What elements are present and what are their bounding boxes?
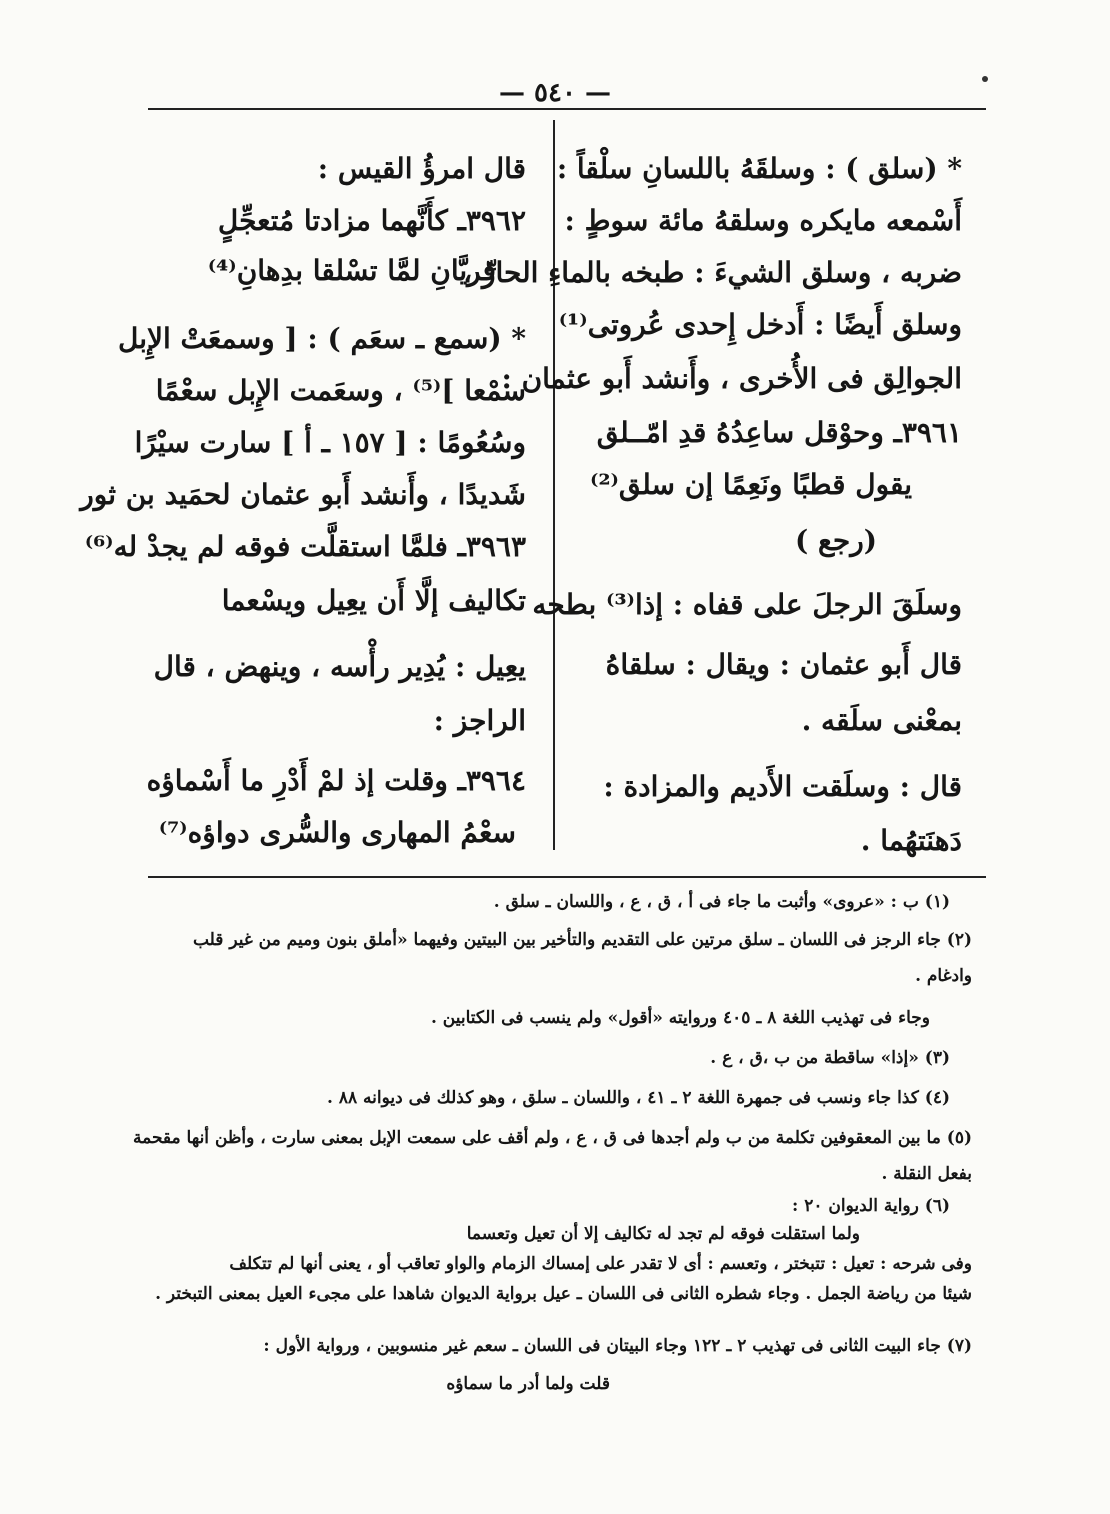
right-line: وسلق أَيضًا : أَدخل إِحدى عُروتى⁽¹⁾ (558, 308, 962, 341)
footnote-7-verse: قلت ولما أدر ما سماؤه (446, 1374, 610, 1394)
right-line: قال : وسلَقت الأَديم والمزادة : (603, 770, 962, 803)
right-line: أَسْمعه مايكره وسلقهُ مائة سوطٍ : (564, 204, 962, 237)
footnote-rule (148, 876, 986, 878)
verse-3962-second: فريَّانِ لمَّا تسْلقا بدِهانِ⁽⁴⁾ (207, 254, 496, 287)
right-line: الجوالِق فى الأُخرى ، وأَنشد أَبو عثمان : (501, 362, 962, 395)
footnote-6-cont: شيئا من رياضة الجمل . وجاء شطره الثانى فى اللسان ـ عيل برواية الديوان شاهدا على مجىء العيل بمعنى التبختر . (155, 1284, 972, 1304)
footnotes (133, 892, 972, 1312)
verse-3963: ٣٩٦٣ـ فلمَّا استقلَّت فوقه لم يجدْ له⁽⁶⁾ (84, 530, 526, 563)
footnotes-tail (150, 1336, 972, 1416)
right-line: * (سلق ) : وسلقَهُ باللسانِ سلْقاً : (556, 152, 962, 185)
verse-3963-second: تكاليف إلَّا أَن يعِيل ويسْعما (221, 584, 526, 617)
footnote-5-cont: بفعل النقلة . (881, 1164, 972, 1184)
footnote-3: (٣) «إذا» ساقطة من ب ،ق ، ع . (710, 1048, 950, 1068)
left-line: قال امرؤُ القيس : (317, 152, 526, 185)
footnote-6: (٦) رواية الديوان ٢٠ : (792, 1196, 950, 1216)
footnote-2-cont: وجاء فى تهذيب اللغة ٨ ـ ٤٠٥ وروايته «أقول» ولم ينسب فى الكتابين . (430, 1008, 930, 1028)
left-column (80, 152, 526, 852)
right-line: وسلَقَ الرجلَ على قفاه : إذا⁽³⁾ بطحه (532, 588, 962, 621)
footnote-7: (٧) جاء البيت الثانى فى تهذيب ٢ ـ ١٢٢ وجاء البيتان فى اللسان ـ سعم غير منسوبين ، ورواية الأول : (263, 1336, 972, 1356)
footnote-6-verse: ولما استقلت فوقه لم تجد له تكاليف إلا أن تعيل وتعسما (466, 1224, 860, 1244)
page-number: — ٥٤٠ — (498, 78, 612, 108)
verse-3964: ٣٩٦٤ـ وقلت إذ لمْ أَدْرِ ما أَسْماؤه (146, 764, 526, 797)
right-line: دَهنَتهُما . (860, 824, 962, 857)
column-divider (553, 120, 555, 850)
verse-3964-second: سعْمُ المهارى والسُّرى دواؤه⁽⁷⁾ (158, 816, 516, 849)
right-line: قال أَبو عثمان : ويقال : سلقاهُ (605, 648, 962, 681)
entry-sam-saam: * (سمع ـ سعَم ) : [ وسمعَتْ الإِبل (118, 322, 526, 355)
footnote-2: (٢) جاء الرجز فى اللسان ـ سلق مرتين على التقديم والتأخير بين البيتين وفيهما «أملق بنون وميم من غير قلب (192, 930, 972, 950)
footnote-5: (٥) ما بين المعقوفين تكلمة من ب ولم أجدها فى ق ، ع ، ولم أقف على سمعت الإبل بمعنى سارت ، وأظن أنها مقحمة (133, 1128, 972, 1148)
verse-3961: ٣٩٦١ـ وحوْقل ساعِدُهُ قدِ امّــلق (596, 416, 962, 449)
footnote-2-cont: وادغام . (915, 966, 972, 986)
footnote-4: (٤) كذا جاء ونسب فى جمهرة اللغة ٢ ـ ٤١ ، واللسان ـ سلق ، وهو كذلك فى ديوانه ٨٨ . (326, 1088, 950, 1108)
right-line: ضربه ، وسلق الشيءَ : طبخه بالماءِ الحارِّ ، (463, 256, 962, 289)
left-line: يعِيل : يُدِير رأْسه ، وينهض ، قال (153, 650, 526, 683)
left-line: شَديدًا ، وأَنشد أَبو عثمان لحمَيد بن ثور (80, 478, 526, 511)
left-line: سمْعا ]⁽⁵⁾ ، وسعَمت الإِبل سعْمًا (155, 374, 526, 407)
footnote-1: (١) ب : «عروى» وأثبت ما جاء فى أ ، ق ، ع ، واللسان ـ سلق . (493, 892, 950, 912)
verse-3961-second: يقول قطبًا ونَعِمًا إن سلق⁽²⁾ (589, 468, 912, 501)
right-line: بمعْنى سلَقه . (801, 704, 962, 737)
footnote-6-cont: وفى شرحه : تعيل : تتبختر ، وتعسم : أى لا تقدر على إمساك الزمام والواو تعاقب أو ، يعنى أنها لم تتكلف (229, 1254, 972, 1274)
left-line: وسُعُومًا : [ ١٥٧ ـ أ ] سارت سيْرًا (134, 426, 526, 459)
ink-speck (982, 76, 988, 82)
left-line: الراجز : (433, 704, 526, 737)
verse-3962: ٣٩٦٢ـ كأَنَّهما مزادتا مُتعجِّلٍ (217, 204, 526, 237)
header-rule (148, 108, 986, 110)
rajaa-marker: (رجع ) (795, 524, 877, 557)
